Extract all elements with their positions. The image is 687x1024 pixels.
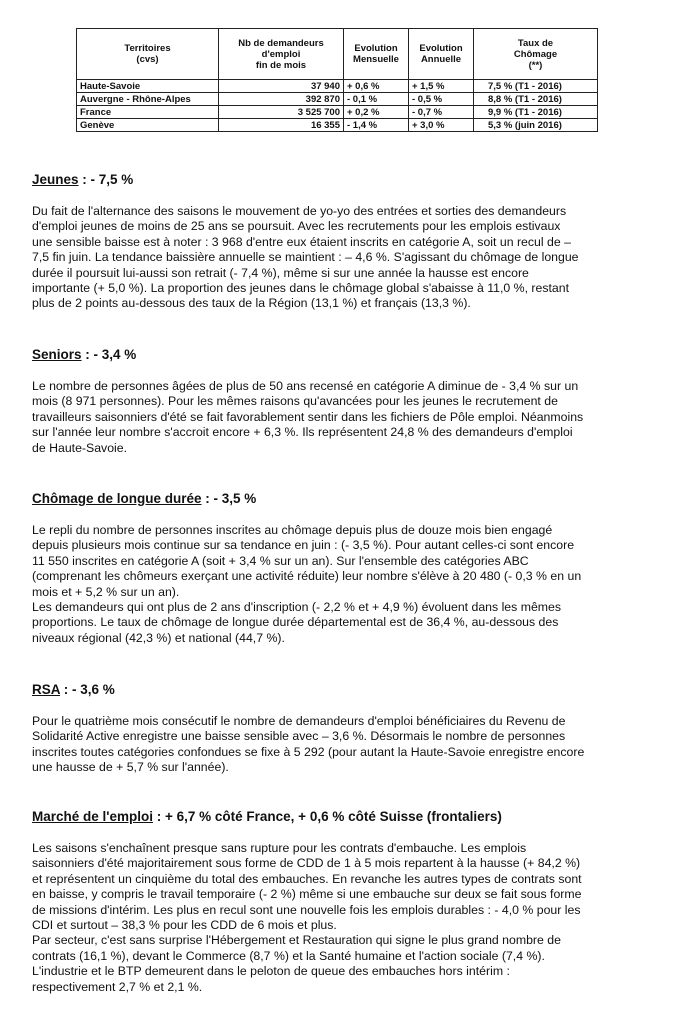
text-line: une sensible baisse est à noter : 3 968 d'entre eux étaient inscrits en catégorie A, soit un recul de – (32, 234, 571, 249)
text-line: en baisse, y compris le travail temporaire (- 2 %) même si une embauche sur deux se fait sous forme (32, 887, 582, 902)
header-line: Territoires (124, 43, 171, 54)
text-line: une hausse de + 5,7 % sur l'année). (32, 760, 229, 775)
text-line: mois (8 971 personnes). Pour les mêmes raisons qu'avancées pour les jeunes le recrutement de (32, 394, 558, 409)
cell-mensuelle: - 0,1 % (344, 93, 409, 106)
table-row (77, 106, 598, 119)
table-header-row (77, 29, 598, 80)
text-line: et représentent un cinquième du total des embauches. En revanche les autres types de contrats sont (32, 871, 582, 886)
section-value: : - 3,6 % (60, 682, 115, 697)
cell-mensuelle: + 0,2 % (344, 106, 409, 119)
section-marche-emploi (32, 809, 656, 995)
text-line: Pour le quatrième mois consécutif le nombre de demandeurs d'emploi bénéficiaires du Revenu de (32, 714, 566, 728)
cell-annuelle: + 1,5 % (409, 80, 474, 93)
section-paragraph (32, 379, 656, 456)
header-taux-chomage (474, 29, 598, 80)
cell-nb: 3 525 700 (219, 106, 344, 119)
section-heading (32, 809, 656, 825)
header-evolution-annuelle (409, 29, 474, 80)
header-line: Evolution (354, 43, 398, 54)
section-title: Marché de l'emploi (32, 809, 153, 824)
text-line: Du fait de l'alternance des saisons le mouvement de yo-yo des entrées et sorties des demandeurs (32, 204, 567, 218)
cell-territoire: Haute-Savoie (77, 80, 219, 93)
text-line: proportions. Le taux de chômage de longue durée départemental est de 36,4 %, au-dessous des (32, 615, 559, 630)
header-line: (cvs) (136, 54, 159, 65)
header-line: (**) (528, 59, 543, 71)
cell-taux: 7,5 % (T1 - 2016) (474, 80, 598, 93)
section-heading (32, 172, 656, 188)
header-line: Mensuelle (353, 54, 399, 65)
text-line: de missions d'intérim. Les plus en recul sont une nouvelle fois les emplois durables : - 4,0 % pour les (32, 902, 581, 917)
header-line: Annuelle (420, 54, 462, 65)
header-evolution-mensuelle (344, 29, 409, 80)
cell-taux: 8,8 % (T1 - 2016) (474, 93, 598, 106)
cell-mensuelle: + 0,6 % (344, 80, 409, 93)
header-line: fin de mois (255, 59, 307, 71)
section-rsa (32, 682, 656, 776)
section-value: : - 7,5 % (78, 172, 134, 187)
section-title: Seniors (32, 347, 82, 362)
text-line: 11 550 inscrites en catégorie A (soit + 3,4 % sur un an). Sur l'ensemble des catégories ABC (32, 553, 529, 568)
text-line: importante (+ 5,0 %). La proportion des jeunes dans le chômage global s'abaisse à 11,0 %, restant (32, 281, 570, 296)
section-paragraph (32, 714, 656, 776)
section-paragraph (32, 600, 656, 646)
header-line: Chômage (513, 48, 558, 60)
text-line: travailleurs saisonniers d'été se fait favorablement sentir dans les fichiers de Pôle emploi. Néanmoins (32, 409, 584, 424)
table-row (77, 93, 598, 106)
text-line: Le repli du nombre de personnes inscrites au chômage depuis plus de douze mois bien engagé (32, 523, 553, 537)
section-paragraph (32, 204, 656, 312)
section-value: : - 3,4 % (81, 347, 137, 362)
unemployment-table (76, 28, 598, 132)
section-title: RSA (32, 682, 61, 697)
text-line: depuis plusieurs mois continue sur sa tendance en juin : (- 3,5 %). Pour autant celles-ci sont encore (32, 538, 575, 553)
text-line: Le nombre de personnes âgées de plus de 50 ans recensé en catégorie A diminue de - 3,4 % sur un (32, 379, 579, 393)
text-line: plus de 2 points au-dessous des taux de la Région (13,1 %) et français (13,3 %). (32, 296, 471, 311)
text-line: contrats (16,1 %), devant le Commerce (8,7 %) et la Santé humaine et l'action sociale (7,4 %). (32, 948, 545, 963)
header-line: Evolution (419, 43, 463, 54)
section-value: : - 3,5 % (201, 491, 257, 506)
cell-annuelle: + 3,0 % (409, 119, 474, 132)
table-row (77, 119, 598, 132)
section-heading (32, 491, 656, 507)
text-line: sur l'année leur nombre s'accroit encore + 6,3 %. Ils représentent 24,8 % des demandeurs d'emploi (32, 425, 573, 440)
cell-nb: 37 940 (219, 80, 344, 93)
text-line: (comprenant les chômeurs exerçant une activité réduite) leur nombre s'élève à 20 480 (- 0,3 % en un (32, 569, 582, 584)
cell-nb: 16 355 (219, 119, 344, 132)
section-paragraph (32, 933, 656, 995)
cell-mensuelle: - 1,4 % (344, 119, 409, 132)
section-paragraph (32, 841, 656, 933)
header-nb-demandeurs (219, 29, 344, 80)
table-row (77, 80, 598, 93)
text-line: Solidarité Active enregistre une baisse sensible avec – 3,6 %. Désormais le nombre de personnes (32, 729, 566, 744)
section-title: Chômage de longue durée (32, 491, 202, 506)
header-territoires (77, 29, 219, 80)
text-line: CDI et surtout – 38,3 % pour les CDD de 6 mois et plus. (32, 918, 337, 933)
section-seniors (32, 347, 656, 456)
cell-territoire: France (77, 106, 219, 119)
header-line: Taux de (517, 37, 554, 49)
cell-annuelle: - 0,5 % (409, 93, 474, 106)
text-line: saisonniers d'été majoritairement sous forme de CDD de 1 à 5 mois repartent à la hausse (+ 84,2 %) (32, 856, 581, 871)
header-line: d'emploi (261, 48, 301, 60)
section-jeunes (32, 172, 656, 312)
text-line: mois et + 5,2 % sur un an). (32, 584, 180, 599)
text-line: inscrites toutes catégories confondues se fixe à 5 292 (pour autant la Haute-Savoie enregistre encore (32, 744, 585, 759)
header-line: Nb de demandeurs (238, 37, 324, 49)
cell-territoire: Auvergne - Rhône-Alpes (77, 93, 219, 106)
text-line: L'industrie et le BTP demeurent dans le peloton de queue des embauches hors intérim : (32, 964, 510, 979)
text-line: respectivement 2,7 % et 2,1 %. (32, 979, 203, 994)
text-line: Les demandeurs qui ont plus de 2 ans d'inscription (- 2,2 % et + 4,9 %) évoluent dans les mêmes (32, 600, 562, 615)
text-line: niveaux régional (42,3 %) et national (44,7 %). (32, 630, 285, 645)
cell-taux: 5,3 % (juin 2016) (474, 119, 598, 132)
text-line: Par secteur, c'est sans surprise l'Hébergement et Restauration qui signe le plus grand nombre de (32, 933, 561, 948)
text-line: d'emploi jeunes de moins de 25 ans se poursuit. Avec les recrutements pour les emplois estivaux (32, 219, 561, 234)
cell-nb: 392 870 (219, 93, 344, 106)
section-paragraph (32, 523, 656, 600)
cell-annuelle: - 0,7 % (409, 106, 474, 119)
text-line: de Haute-Savoie. (32, 440, 128, 455)
section-heading (32, 682, 656, 698)
cell-taux: 9,9 % (T1 - 2016) (474, 106, 598, 119)
text-line: 7,5 fin juin. La tendance baissière annuelle se maintient : – 4,6 %. S'agissant du chômage de longue (32, 250, 579, 265)
section-chomage-longue-duree (32, 491, 656, 646)
section-title: Jeunes (32, 172, 79, 187)
cell-territoire: Genève (77, 119, 219, 132)
section-value: : + 6,7 % côté France, + 0,6 % côté Suisse (frontaliers) (153, 809, 502, 824)
section-heading (32, 347, 656, 363)
text-line: durée il poursuit lui-aussi son retrait (- 7,4 %), même si sur une année la hausse est encore (32, 265, 529, 280)
text-line: Les saisons s'enchaînent presque sans rupture pour les contrats d'embauche. Les emplois (32, 841, 527, 855)
